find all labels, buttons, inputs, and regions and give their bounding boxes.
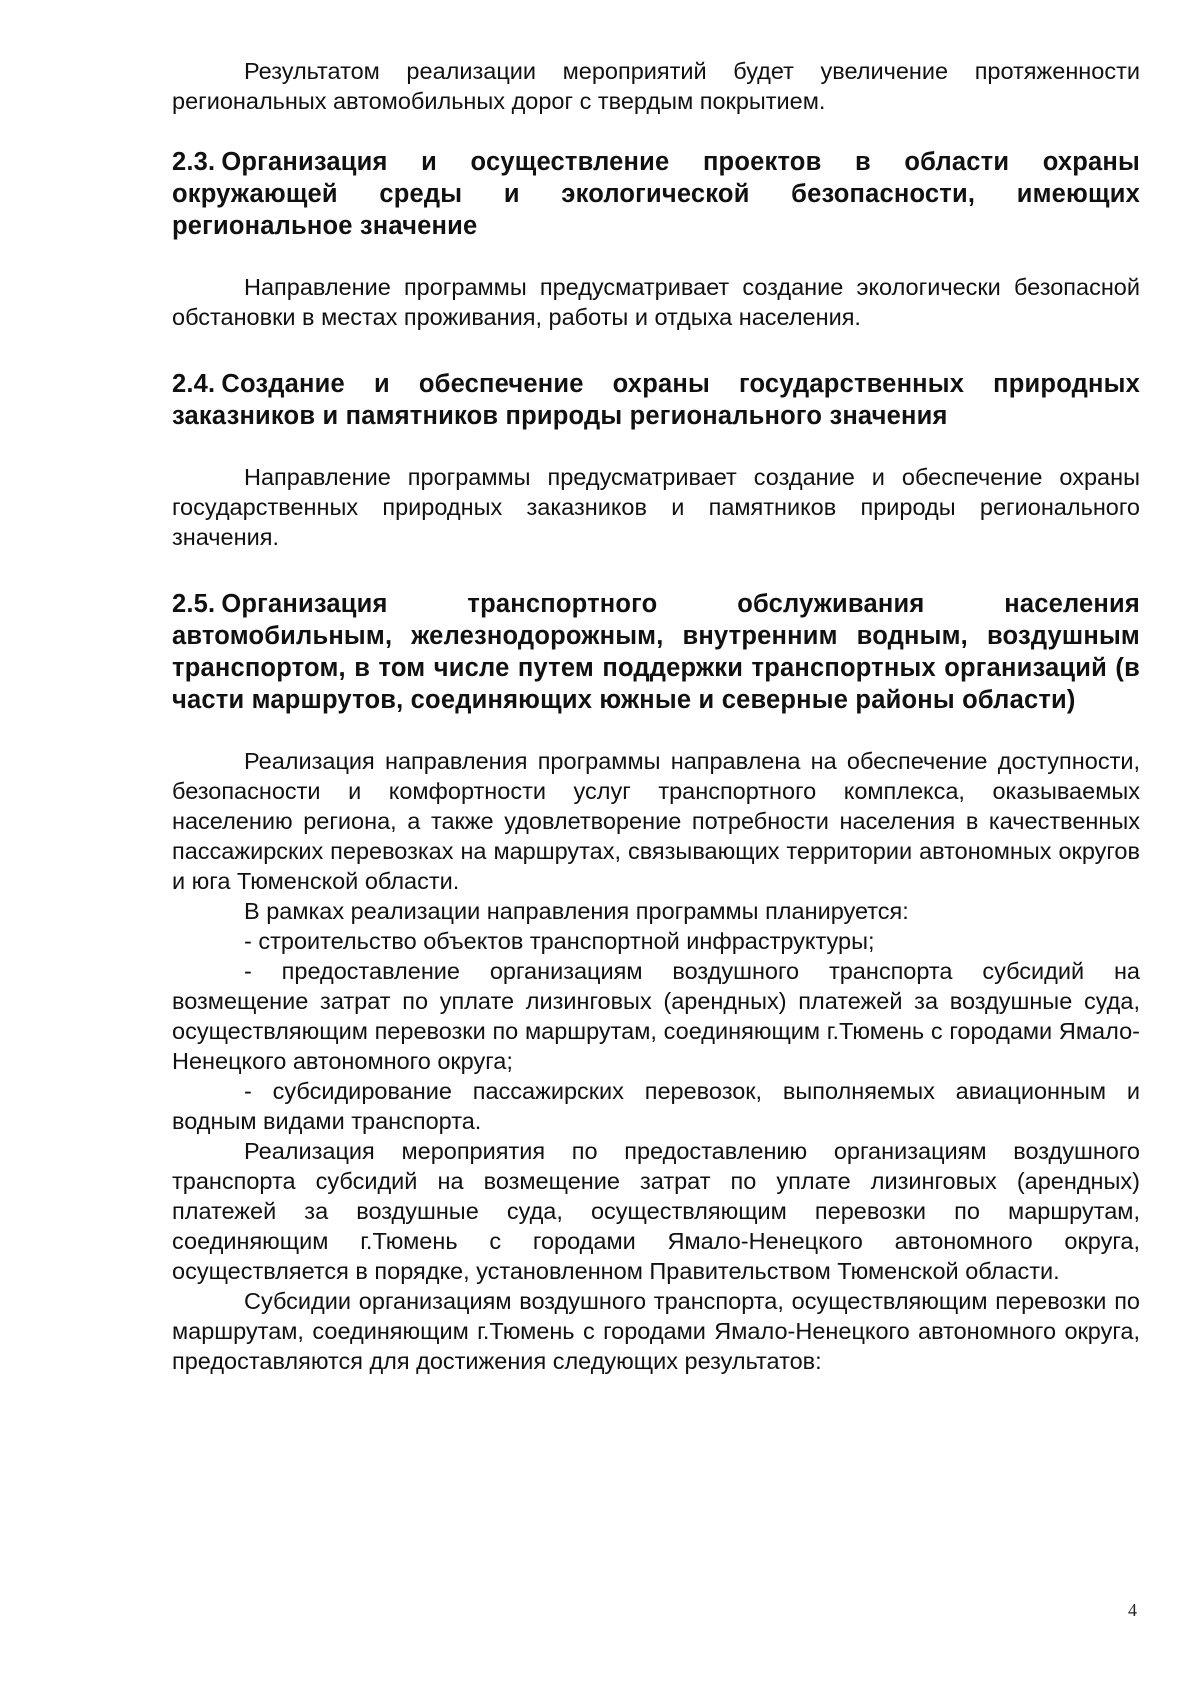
list-item: - предоставление организациям воздушного транспорта субсидий на возмещение затрат по уплате лизинговых (арендных) платежей за воздушные суда, осуществляющим перевозки по маршрутам, соединяющим г.Тюмень с городами Ямало-Ненецкого автономного округа; (172, 958, 1140, 1074)
intro-paragraph: Результатом реализации мероприятий будет увеличение протяженности региональных автомобильных дорог с твердым покрытием. (172, 58, 1140, 114)
list-item: - субсидирование пассажирских перевозок, выполняемых авиационным и водным видами транспорта. (172, 1078, 1140, 1134)
section-heading (172, 588, 1140, 716)
section-number: 2.3. (172, 148, 216, 176)
section-2-5 (172, 588, 1140, 1376)
section-number: 2.4. (172, 370, 216, 398)
section-2-3 (172, 146, 1140, 332)
section-heading (172, 368, 1140, 432)
paragraph: Реализация направления программы направлена на обеспечение доступности, безопасности и комфортности услуг транспортного комплекса, оказываемых населению региона, а также удовлетворение потребности населения в качественных пассажирских перевозках на маршрутах, связывающих территории автономных округов и юга Тюменской области. (172, 748, 1140, 894)
section-heading (172, 146, 1140, 242)
section-number: 2.5. (172, 590, 216, 618)
paragraph: Реализация мероприятия по предоставлению организациям воздушного транспорта субсидий на возмещение затрат по уплате лизинговых (арендных) платежей за воздушные суда, осуществляющим перевозки по маршрутам, соединяющим г.Тюмень с городами Ямало-Ненецкого автономного округа, осуществляется в порядке, установленном Правительством Тюменской области. (172, 1138, 1140, 1284)
paragraph: В рамках реализации направления программы планируется: (244, 898, 909, 924)
section-title: Организация и осуществление проектов в области охраны окружающей среды и экологической безопасности, имеющих региональное значение (172, 148, 1140, 240)
list-item: - строительство объектов транспортной инфраструктуры; (244, 928, 875, 954)
section-title: Организация транспортного обслуживания населения автомобильным, железнодорожным, внутренним водным, воздушным транспортом, в том числе путем поддержки транспортных организаций (в части маршрутов, соединяющих южные и северные районы области) (172, 590, 1140, 714)
section-title: Создание и обеспечение охраны государственных природных заказников и памятников природы регионального значения (172, 370, 1140, 430)
section-2-4 (172, 368, 1140, 552)
page-number: 4 (1128, 1600, 1137, 1620)
paragraph: Направление программы предусматривает создание и обеспечение охраны государственных природных заказников и памятников природы регионального значения. (172, 464, 1140, 550)
document-page (172, 56, 1140, 1376)
paragraph: Субсидии организациям воздушного транспорта, осуществляющим перевозки по маршрутам, соединяющим г.Тюмень с городами Ямало-Ненецкого автономного округа, предоставляются для достижения следующих результатов: (172, 1288, 1140, 1374)
paragraph: Направление программы предусматривает создание экологически безопасной обстановки в местах проживания, работы и отдыха населения. (172, 274, 1140, 330)
